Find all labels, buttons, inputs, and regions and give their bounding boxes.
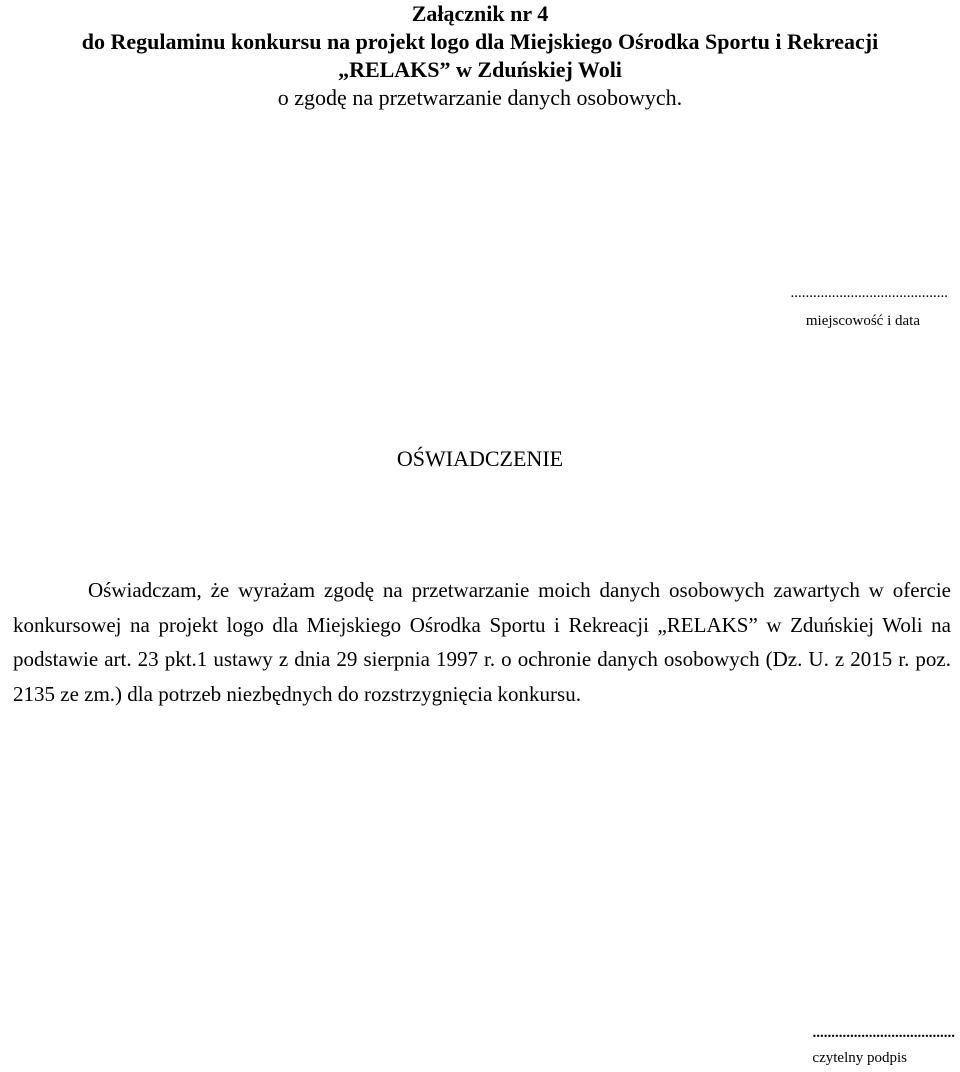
document-subject: o zgodę na przetwarzanie danych osobowych. [277, 85, 683, 110]
place-date-line: .......................................... [790, 285, 948, 301]
place-date-caption: miejscowość i data [805, 313, 920, 329]
document-header [0, 0, 960, 112]
signature-line: ...................................... [812, 1025, 955, 1041]
organization-name: „RELAKS” w Zduńskiej Woli [338, 57, 622, 82]
page-title: OŚWIADCZENIE [396, 446, 564, 471]
place-date-field [791, 283, 949, 331]
signature-field [812, 1024, 955, 1068]
declaration-text: Oświadczam, że wyrażam zgodę na przetwarzanie moich danych osobowych zawartych w ofercie konkursowej na projekt logo dla Miejskiego Ośrodka Sportu i Rekreacji „RELAKS” w Zduńskiej Woli na podstawie art. 23 pkt.1 ustawy z dnia 29 sierpnia 1997 r. o ochronie danych osobowych (Dz. U. z 2015 r. poz. 2135 ze zm.) dla potrzeb niezbędnych do rozstrzygnięcia konkursu. [13, 578, 951, 706]
attachment-number: Załącznik nr 4 [411, 1, 549, 26]
signature-caption: czytelny podpis [812, 1050, 907, 1066]
regulation-reference: do Regulaminu konkursu na projekt logo dla Miejskiego Ośrodka Sportu i Rekreacji [81, 29, 879, 54]
